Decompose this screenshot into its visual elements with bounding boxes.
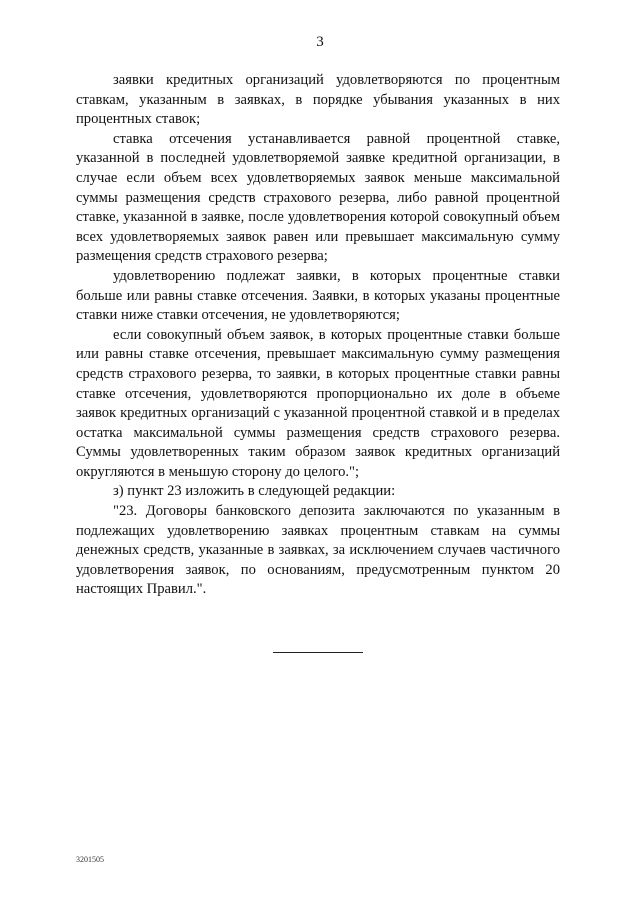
- paragraph-proportional: если совокупный объем заявок, в которых процентные ставки больше или равны ставке отсечения, превышает максимальную сумму размещения средств страхового резерва, то заявки, в которых процентные ставки равны ставке отсечения, удовлетворяются пропорционально их доле в объеме заявок кредитных организаций с указанной процентной ставкой и в пределах остатка максимальной суммы размещения средств страхового резерва. Суммы удовлетворенных таким образом заявок кредитных организаций округляются в меньшую сторону до целого.";: [76, 326, 560, 480]
- document-body: [76, 71, 560, 600]
- paragraph-amendment-heading: з) пункт 23 изложить в следующей редакции:: [113, 483, 396, 500]
- document-code: 3201505: [76, 855, 104, 864]
- page-number: 3: [316, 34, 324, 50]
- paragraph-clause-23: "23. Договоры банковского депозита заключаются по указанным в подлежащих удовлетворению заявках процентным ставкам на суммы денежных средств, указанные в заявках, за исключением случаев частичного удовлетворения заявок, по основаниям, предусмотренным пунктом 20 настоящих Правил.".: [76, 503, 560, 598]
- end-divider: [273, 652, 363, 653]
- paragraph-cutoff-rate: ставка отсечения устанавливается равной процентной ставке, указанной в последней удовлетворяемой заявке кредитной организации, в случае если объем всех удовлетворяемых заявок меньше максимальной суммы размещения средств страхового резерва, либо равной процентной ставке, указанной в заявке, после удовлетворения которой совокупный объем всех удовлетворяемых заявок равен или превышает максимальную сумму размещения средств страхового резерва;: [76, 130, 560, 265]
- paragraph-bids-order: заявки кредитных организаций удовлетворяются по процентным ставкам, указанным в заявках, в порядке убывания указанных в них процентных ставок;: [76, 72, 560, 128]
- paragraph-bids-satisfied: удовлетворению подлежат заявки, в которых процентные ставки больше или равны ставке отсечения. Заявки, в которых указаны процентные ставки ниже ставки отсечения, не удовлетворяются;: [76, 267, 560, 324]
